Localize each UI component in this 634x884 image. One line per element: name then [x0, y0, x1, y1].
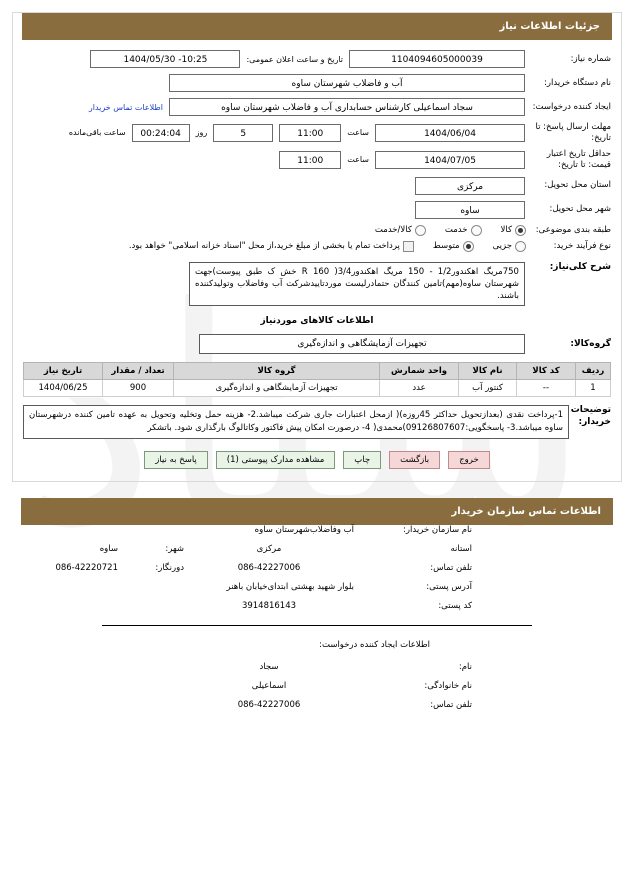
response-deadline-time-label: ساعت	[347, 128, 369, 138]
radio-khedmat-icon[interactable]	[471, 225, 482, 236]
need-details-body	[13, 40, 621, 481]
goods-table	[23, 362, 611, 397]
page-root	[0, 12, 634, 710]
goods-section-title: اطلاعات کالاهای موردنیاز	[260, 316, 374, 327]
row-subject-category	[23, 225, 611, 236]
table-row	[24, 380, 611, 397]
contact-divider	[102, 625, 532, 626]
remaining-hours-label: ساعت باقی‌مانده	[68, 128, 126, 138]
treasury-bond-option[interactable]	[129, 241, 414, 252]
announce-label: تاریخ و ساعت اعلان عمومی:	[246, 54, 343, 64]
buyer-notes-text: 1-پرداخت نقدی (بعدازتحویل حداکثر 45روزه)( ازمحل اعتبارات جاری شرکت میباشد.2- هزینه حمل وتخلیه وتحویل به عهده تامین کننده درشهرستان ساوه میباشد.3- پاسخگویی:09126807607)محمدی( 4- درصورت امکان پیش فاکتور وکاتالوگ بارگذاری شود. باتشکر	[23, 405, 569, 439]
creator-label: ایجاد کننده درخواست:	[532, 101, 611, 112]
process-option-motavaset[interactable]	[433, 241, 474, 252]
buyer-contact-body	[12, 525, 622, 611]
row-price-validity	[23, 149, 611, 170]
need-details-header	[22, 13, 612, 40]
goods-group-field: تجهیزات آزمایشگاهی و اندازه‌گیری	[199, 334, 525, 354]
col-code: کد کالا	[517, 363, 576, 380]
goods-group-label: گروه‌کالا:	[570, 338, 611, 349]
creator-lastname-value: اسماعیلی	[251, 680, 287, 691]
creator-phone-label: تلفن تماس:	[430, 699, 472, 710]
cell-group: تجهیزات آزمایشگاهی و اندازه‌گیری	[174, 380, 380, 397]
cell-unit: عدد	[380, 380, 459, 397]
subject-category-label: طبقه بندی موضوعی:	[535, 224, 611, 235]
row-delivery-city	[23, 201, 611, 219]
row-purchase-process	[23, 241, 611, 252]
purchase-process-label: نوع فرآیند خرید:	[553, 240, 611, 251]
col-need-date: تاریخ نیاز	[24, 363, 103, 380]
exit-button[interactable]: خروج	[448, 451, 490, 469]
price-validity-time-label: ساعت	[347, 155, 369, 165]
category-option-kala-khedmat[interactable]	[375, 225, 426, 236]
cell-qty: 900	[103, 380, 174, 397]
cell-code: --	[517, 380, 576, 397]
row-creator-lastname	[12, 681, 472, 691]
row-need-number	[23, 50, 611, 68]
price-validity-time-field: 11:00	[279, 151, 341, 169]
contact-org-value: آب وفاضلاب‌شهرستان ساوه	[254, 524, 354, 535]
checkbox-treasury-icon[interactable]	[403, 241, 414, 252]
contact-address-label: آدرس پستی:	[426, 581, 472, 592]
row-creator-firstname	[12, 662, 472, 672]
remaining-clock-field: 00:24:04	[132, 124, 190, 142]
creator-phone-value: 086-42227006	[237, 699, 301, 710]
need-number-field: 1104094605000039	[349, 50, 525, 68]
contact-province-label: استانه	[450, 543, 472, 554]
radio-jozii-icon[interactable]	[515, 241, 526, 252]
row-need-summary	[23, 262, 611, 307]
creator-firstname-label: نام:	[458, 661, 472, 672]
cell-radif: 1	[576, 380, 611, 397]
treasury-bond-label: پرداخت تمام یا بخشی از مبلغ خرید،از محل "اسناد خزانه اسلامی" خواهد بود.	[128, 241, 400, 251]
delivery-city-label: شهر محل تحویل:	[549, 204, 611, 215]
contact-fax-label: دورنگار:	[155, 562, 184, 573]
action-buttons	[23, 451, 611, 469]
row-goods-group	[23, 334, 611, 354]
creator-contact-body	[12, 662, 622, 710]
row-contact-province	[12, 544, 472, 554]
col-radif: ردیف	[576, 363, 611, 380]
contact-postal-label: کد پستی:	[438, 600, 472, 611]
contact-city-value: ساوه	[99, 543, 118, 554]
remaining-days-field: 5	[213, 124, 273, 142]
contact-city-label: شهر:	[165, 543, 184, 554]
process-option-jozii-label: جزیی	[492, 241, 512, 251]
col-qty: تعداد / مقدار	[103, 363, 174, 380]
creator-firstname-value: سجاد	[259, 661, 279, 672]
response-deadline-time-field: 11:00	[279, 124, 341, 142]
buyer-notes-label: توضیحات خریدار:	[570, 405, 611, 428]
goods-table-header-row	[24, 363, 611, 380]
page-title: جزئیات اطلاعات نیاز	[499, 21, 600, 32]
category-option-khedmat[interactable]	[445, 225, 482, 236]
row-buyer-notes	[23, 405, 611, 439]
delivery-province-field: مرکزی	[415, 177, 525, 195]
buyer-contact-link[interactable]: اطلاعات تماس خریدار	[88, 102, 163, 112]
view-attachments-button[interactable]: مشاهده مدارک پیوستی (1)	[216, 451, 335, 469]
need-details-card	[12, 12, 622, 482]
contact-postal-value: 3914816143	[241, 600, 297, 611]
process-option-jozii[interactable]	[493, 241, 526, 252]
creator-field: سجاد اسماعیلی کارشناس حسابداری آب و فاضلاب شهرستان ساوه	[169, 98, 525, 116]
category-option-kala-khedmat-label: کالا/خدمت	[374, 225, 412, 235]
radio-kala-khedmat-icon[interactable]	[415, 225, 426, 236]
contact-province-value: مرکزی	[256, 543, 282, 554]
row-contact-org	[12, 525, 472, 535]
print-button[interactable]: چاپ	[343, 451, 381, 469]
price-validity-date-field: 1404/07/05	[375, 151, 525, 169]
radio-motavaset-icon[interactable]	[463, 241, 474, 252]
category-option-kala[interactable]	[501, 225, 526, 236]
need-summary-label: شرح کلی‌نیاز:	[549, 261, 611, 272]
radio-kala-icon[interactable]	[515, 225, 526, 236]
process-option-motavaset-label: متوسط	[432, 241, 460, 251]
category-option-khedmat-label: خدمت	[444, 225, 468, 235]
days-unit-label: روز	[195, 128, 208, 138]
col-group: گروه کالا	[174, 363, 380, 380]
respond-to-need-button[interactable]: پاسخ به نیاز	[144, 451, 208, 469]
col-name: نام کالا	[459, 363, 517, 380]
response-deadline-label: مهلت ارسال پاسخ: تا تاریخ:	[535, 122, 611, 143]
row-contact-phone	[12, 563, 472, 573]
delivery-city-field: ساوه	[415, 201, 525, 219]
cell-need-date: 1404/06/25	[24, 380, 103, 397]
row-delivery-province	[23, 177, 611, 195]
buyer-contact-title: اطلاعات تماس سازمان خریدار	[451, 505, 601, 517]
row-contact-postal	[12, 601, 472, 611]
back-button[interactable]: بازگشت	[389, 451, 440, 469]
contact-phone-value: 086-42227006	[237, 562, 301, 573]
buyer-contact-card	[12, 498, 622, 710]
price-validity-label: حداقل تاریخ اعتبار قیمت: تا تاریخ:	[546, 149, 611, 170]
need-number-label: شماره نیاز:	[570, 53, 611, 64]
buyer-org-field: آب و فاضلاب شهرستان ساوه	[169, 74, 525, 92]
row-contact-address	[12, 582, 472, 592]
announce-datetime-field: 1404/05/30 -10:25	[90, 50, 240, 68]
category-option-kala-label: کالا	[500, 225, 512, 235]
contact-org-label: نام سازمان خریدار:	[403, 524, 472, 535]
creator-section-title: اطلاعات ایجاد کننده درخواست:	[319, 639, 430, 650]
cell-name: کنتور آب	[459, 380, 517, 397]
buyer-org-label: نام دستگاه خریدار:	[544, 77, 611, 88]
creator-lastname-label: نام خانوادگی:	[424, 680, 472, 691]
col-unit: واحد شمارش	[380, 363, 459, 380]
row-buyer-org	[23, 74, 611, 92]
contact-fax-value: 086-42220721	[55, 562, 118, 573]
delivery-province-label: استان محل تحویل:	[544, 180, 611, 191]
contact-phone-label: تلفن تماس:	[430, 562, 472, 573]
buyer-contact-header	[21, 498, 613, 525]
row-creator	[23, 98, 611, 116]
row-response-deadline	[23, 122, 611, 143]
need-summary-text: 750مریگ ا‌هکندور1/2 - 150 مریگ ا‌هکندور3/4( R 160 خش ک طبق پیوست)جهت شهرستان ساوه(مهم)تامین کنندگان حتمادرلیست موردتاییدشرکت آب وفاضلاب وتولیدکننده باشند.	[189, 262, 525, 307]
response-deadline-date-field: 1404/06/04	[375, 124, 525, 142]
contact-address-value: بلوار شهید بهشتی ابتدای‌خیابان باهنر	[226, 581, 354, 592]
row-creator-phone	[12, 700, 472, 710]
